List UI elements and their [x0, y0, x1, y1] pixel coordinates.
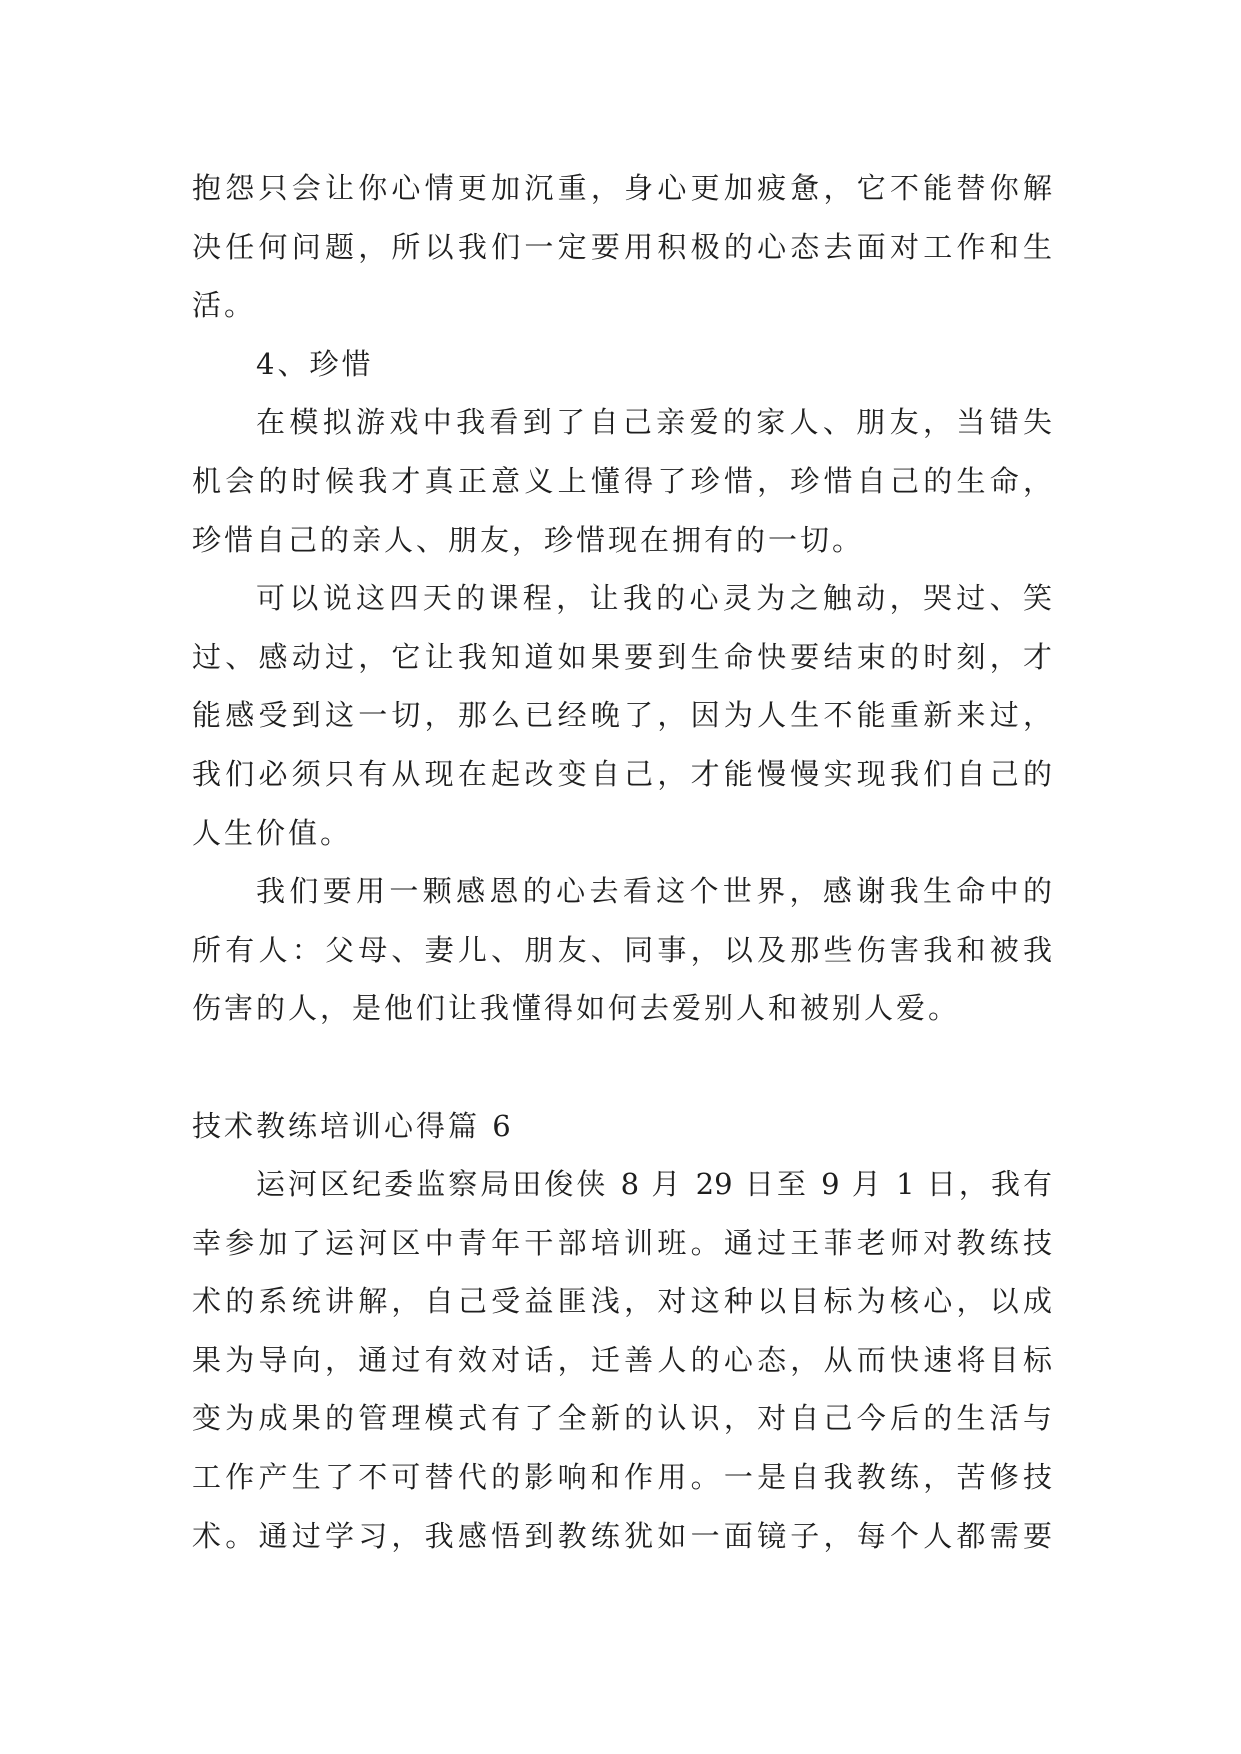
document-body — [192, 159, 1052, 1565]
section-title: 技术教练培训心得篇 6 — [192, 1108, 514, 1143]
text-line: 所有人：父母、妻儿、朋友、同事，以及那些伤害我和被我 — [192, 932, 1052, 967]
text-line: 运河区纪委监察局田俊侠 8 月 29 日至 9 月 1 日，我有 — [256, 1167, 1052, 1202]
text-line: 过、感动过，它让我知道如果要到生命快要结束的时刻，才 — [192, 639, 1052, 674]
text-line: 在模拟游戏中我看到了自己亲爱的家人、朋友，当错失 — [256, 405, 1052, 440]
text-line: 工作产生了不可替代的影响和作用。一是自我教练，苦修技 — [192, 1460, 1052, 1495]
text-line: 活。 — [192, 288, 257, 323]
text-line: 伤害的人，是他们让我懂得如何去爱别人和被别人爱。 — [192, 991, 961, 1026]
text-line: 幸参加了运河区中青年干部培训班。通过王菲老师对教练技 — [192, 1225, 1052, 1260]
paragraph-continuation — [192, 159, 1052, 335]
paragraph-coach — [192, 1155, 1052, 1565]
text-line: 术。通过学习，我感悟到教练犹如一面镜子，每个人都需要 — [192, 1518, 1052, 1553]
blank-line — [192, 1038, 1052, 1097]
text-line: 人生价值。 — [192, 815, 353, 850]
text-line: 珍惜自己的亲人、朋友，珍惜现在拥有的一切。 — [192, 522, 865, 557]
text-line: 我们要用一颗感恩的心去看这个世界，感谢我生命中的 — [256, 874, 1052, 909]
paragraph-gratitude — [192, 862, 1052, 1038]
paragraph-course — [192, 569, 1052, 862]
text-line: 我们必须只有从现在起改变自己，才能慢慢实现我们自己的 — [192, 756, 1052, 791]
text-line: 可以说这四天的课程，让我的心灵为之触动，哭过、笑 — [256, 581, 1052, 616]
text-line: 术的系统讲解，自己受益匪浅，对这种以目标为核心，以成 — [192, 1284, 1052, 1319]
text-line: 能感受到这一切，那么已经晚了，因为人生不能重新来过， — [192, 698, 1052, 733]
text-line: 变为成果的管理模式有了全新的认识，对自己今后的生活与 — [192, 1401, 1052, 1436]
text-line: 果为导向，通过有效对话，迁善人的心态，从而快速将目标 — [192, 1342, 1052, 1377]
paragraph-cherish — [192, 393, 1052, 569]
text-line: 决任何问题，所以我们一定要用积极的心态去面对工作和生 — [192, 229, 1052, 264]
text-line: 机会的时候我才真正意义上懂得了珍惜，珍惜自己的生命， — [192, 463, 1052, 498]
subheading-cherish: 4、珍惜 — [256, 346, 374, 381]
text-line: 抱怨只会让你心情更加沉重，身心更加疲惫，它不能替你解 — [192, 171, 1052, 205]
